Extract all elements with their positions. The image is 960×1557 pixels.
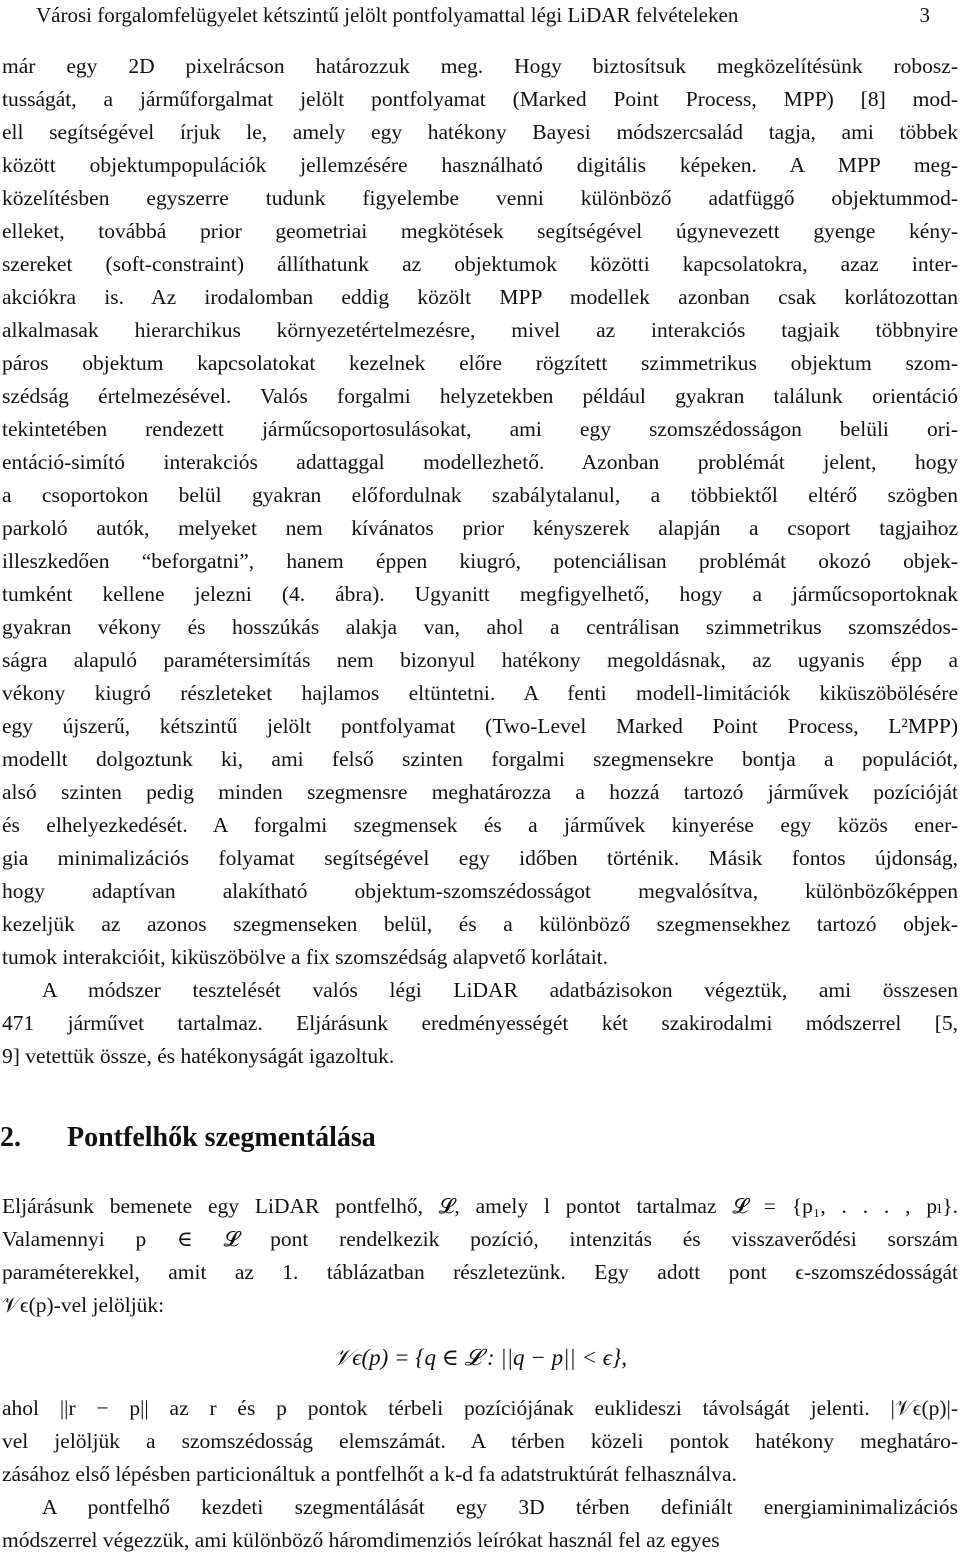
text-line: hogy adaptívan alakítható objektum-szomszédosságot megvalósítva, különbözőképpen xyxy=(2,879,958,903)
text-line: módszerrel végezzük, ami különböző háromdimenziós leírókat használ fel az egyes xyxy=(2,1528,720,1552)
paragraph-2 xyxy=(0,974,960,1073)
text-line: a csoportokon belül gyakran előfordulnak szabálytalanul, a többiektől eltérő szögben xyxy=(2,483,958,507)
text-line: ságra alapuló paramétersimítás nem bizonyul hatékony megoldásnak, az ugyanis épp a xyxy=(2,648,958,672)
text-line: ell segítségével írjuk le, amely egy hatékony Bayesi módszercsalád tagja, ami többek xyxy=(2,120,958,144)
body-text-top xyxy=(0,50,960,1073)
text-line: egy újszerű, kétszintű jelölt pontfolyamat (Two-Level Marked Point Process, L²MPP) xyxy=(2,714,958,738)
text-line: gia minimalizációs folyamat segítségével egy időben történik. Másik fontos újdonság, xyxy=(2,846,958,870)
text-line: modellt dolgoztunk ki, ami felső szinten forgalmi szegmensekre bontja a populációt, xyxy=(2,747,958,771)
section-title: Pontfelhők szegmentálása xyxy=(67,1122,376,1153)
text-line: 471 járművet tartalmaz. Eljárásunk eredményességét két szakirodalmi módszerrel [5, xyxy=(2,1011,958,1035)
paragraph-3 xyxy=(0,1190,960,1322)
text-line: parkoló autók, melyeket nem kívánatos prior kényszerek alapján a csoport tagjaihoz xyxy=(2,516,958,540)
text-line: szédság értelmezésével. Valós forgalmi helyzetekben például gyakran találunk orientáció xyxy=(2,384,958,408)
text-line: Eljárásunk bemenete egy LiDAR pontfelhő, 𝓛, amely l pontot tartalmaz 𝓛 = {p₁, . . . , pₗ}. xyxy=(2,1194,958,1218)
text-line: alkalmasak hierarchikus környezetértelmezésre, mivel az interakciós tagjaik többnyire xyxy=(2,318,958,342)
text-line: között objektumpopulációk jellemzésére használható digitális képeken. A MPP meg- xyxy=(2,153,958,177)
text-line: tusságát, a járműforgalmat jelölt pontfolyamat (Marked Point Process, MPP) [8] mod- xyxy=(2,87,958,111)
text-line: vel jelöljük a szomszédosság elemszámát. A térben közeli pontok hatékony meghatáro- xyxy=(2,1429,958,1453)
text-line: illeszkedően “beforgatni”, hanem éppen kiugró, potenciálisan problémát okozó objek- xyxy=(2,549,958,573)
paragraph-5 xyxy=(0,1491,960,1557)
text-line: közelítésben egyszerre tudunk figyelembe venni különböző adatfüggő objektummod- xyxy=(2,186,958,210)
page-number: 3 xyxy=(919,3,930,27)
text-line: gyakran vékony és hosszúkás alakja van, ahol a centrálisan szimmetrikus szomszédos- xyxy=(2,615,958,639)
text-line: már egy 2D pixelrácson határozzuk meg. Hogy biztosítsuk megközelítésünk robosz- xyxy=(2,54,958,78)
text-line: elleket, továbbá prior geometriai megkötések segítségével úgynevezett gyenge kény- xyxy=(2,219,958,243)
text-line: 𝒱ϵ(p)-vel jelöljük: xyxy=(2,1293,165,1317)
paragraph-4 xyxy=(0,1392,960,1491)
text-line: 9] vetettük össze, és hatékonyságát igazoltuk. xyxy=(2,1044,395,1068)
text-line: paraméterekkel, amit az 1. táblázatban részletezünk. Egy adott pont ϵ-szomszédosságát xyxy=(2,1260,958,1284)
text-line: és elhelyezkedését. A forgalmi szegmensek és a járművek kinyerése egy közös ener- xyxy=(2,813,958,837)
text-line: alsó szinten pedig minden szegmensre meghatározza a hozzá tartozó járművek pozícióját xyxy=(2,780,958,804)
text-line: kezeljük az azonos szegmenseken belül, és a különböző szegmensekhez tartozó objek- xyxy=(2,912,958,936)
section-number: 2. xyxy=(0,1122,21,1153)
section-heading xyxy=(0,1118,376,1158)
text-line: ahol ||r − p|| az r és p pontok térbeli pozíciójának euklideszi távolságát jelenti. |𝒱ϵ(p)|- xyxy=(2,1396,958,1420)
running-header xyxy=(0,0,960,34)
text-line: entáció-simító interakciós adattaggal modellezhető. Azonban problémát jelent, hogy xyxy=(2,450,958,474)
text-line: tekintetében rendezett járműcsoportosulásokat, ami egy szomszédosságon belüli ori- xyxy=(2,417,958,441)
body-text-bottom xyxy=(0,1190,960,1557)
running-title: Városi forgalomfelügyelet kétszintű jelölt pontfolyamattal légi LiDAR felvételeken xyxy=(36,3,739,27)
text-line: páros objektum kapcsolatokat kezelnek előre rögzített szimmetrikus objektum szom- xyxy=(2,351,958,375)
text-line: szereket (soft-constraint) állíthatunk az objektumok közötti kapcsolatokra, azaz inter- xyxy=(2,252,958,276)
text-line: Valamennyi p ∈ 𝓛 pont rendelkezik pozíció, intenzitás és visszaverődési sorszám xyxy=(2,1227,958,1251)
text-line: tumok interakcióit, kiküszöbölve a fix szomszédság alapvető korlátait. xyxy=(2,945,609,969)
text-line: akciókra is. Az irodalomban eddig közölt MPP modellek azonban csak korlátozottan xyxy=(2,285,958,309)
text-line: A módszer tesztelését valós légi LiDAR adatbázisokon végeztük, ami összesen xyxy=(42,978,958,1002)
text-line: A pontfelhő kezdeti szegmentálását egy 3D térben definiált energiaminimalizációs xyxy=(42,1495,958,1519)
text-line: tumként kellene jelezni (4. ábra). Ugyanitt megfigyelhető, hogy a járműcsoportoknak xyxy=(2,582,958,606)
equation-neighborhood: 𝒱ϵ(p) = {q ∈ 𝓛 : ||q − p|| < ϵ}, xyxy=(333,1345,627,1370)
paragraph-1 xyxy=(0,50,960,974)
text-line: vékony kiugró részleteket hajlamos eltüntetni. A fenti modell-limitációk kiküszöbölésére xyxy=(2,681,958,705)
text-line: zásához első lépésben particionáltuk a pontfelhőt a k-d fa adatstruktúrát felhasználva. xyxy=(2,1462,737,1486)
